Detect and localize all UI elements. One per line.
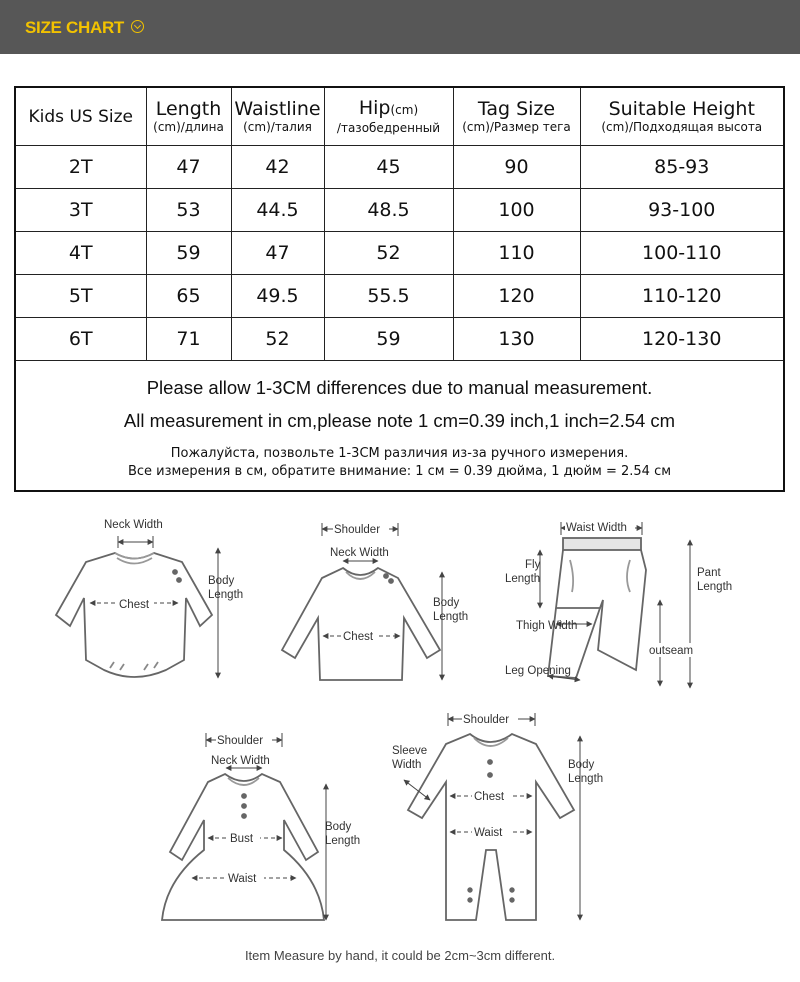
cell-hip: 48.5 xyxy=(324,189,453,232)
cell-hip: 55.5 xyxy=(324,275,453,318)
size-table-box xyxy=(14,86,785,492)
header-suitable-height: Suitable Height (cm)/Подходящая высота xyxy=(580,88,783,146)
romper-sleeve-width-label: Width xyxy=(392,759,422,771)
cell-waistline: 49.5 xyxy=(231,275,324,318)
tshirt-chest-label: Chest xyxy=(343,631,374,643)
bodysuit-neck-label: Neck Width xyxy=(104,519,163,531)
note-line-1: Please allow 1-3CM differences due to manual measurement. xyxy=(146,377,653,398)
pants-fly-length-label: Length xyxy=(505,573,541,585)
header-hip: Hip(cm) /тазобедренный xyxy=(324,88,453,146)
cell-tag-size: 120 xyxy=(453,275,580,318)
romper-waist-label: Waist xyxy=(474,827,503,839)
measurement-diagrams xyxy=(0,500,800,970)
cell-size: 2T xyxy=(16,146,146,189)
header-waistline: Waistline (cm)/талия xyxy=(231,88,324,146)
tshirt-body-label: Body xyxy=(433,597,460,609)
cell-length: 47 xyxy=(146,146,231,189)
cell-length: 53 xyxy=(146,189,231,232)
tshirt-length-label: Length xyxy=(433,611,469,623)
size-chart-header xyxy=(0,0,800,54)
measurement-notes xyxy=(16,361,783,481)
note-russian-2: Все измерения в см, обратите внимание: 1 см = 0.39 дюйма, 1 дюйм = 2.54 см xyxy=(127,464,672,479)
cell-length: 59 xyxy=(146,232,231,275)
pants-thigh-label: Thigh Width xyxy=(516,620,578,632)
cell-size: 4T xyxy=(16,232,146,275)
table-row xyxy=(16,146,783,189)
dress-length-label: Length xyxy=(325,835,361,847)
table-row xyxy=(16,232,783,275)
romper-chest-label: Chest xyxy=(474,791,505,803)
size-chart-title: SIZE CHART xyxy=(25,18,125,37)
cell-height: 120-130 xyxy=(580,318,783,361)
romper-body-label: Body xyxy=(568,759,595,771)
pants-outseam-label: outseam xyxy=(649,645,694,657)
cell-height: 110-120 xyxy=(580,275,783,318)
cell-size: 5T xyxy=(16,275,146,318)
table-row xyxy=(16,189,783,232)
cell-height: 85-93 xyxy=(580,146,783,189)
cell-tag-size: 100 xyxy=(453,189,580,232)
cell-hip: 59 xyxy=(324,318,453,361)
chevron-circle-icon xyxy=(131,20,144,33)
header-length: Length (cm)/длина xyxy=(146,88,231,146)
dress-body-label: Body xyxy=(325,821,352,833)
dress-bust-label: Bust xyxy=(230,833,254,845)
note-line-2: All measurement in cm,please note 1 cm=0.39 inch,1 inch=2.54 cm xyxy=(123,410,676,431)
pants-waist-label: Waist Width xyxy=(566,522,627,534)
romper-sleeve-label: Sleeve xyxy=(392,745,428,757)
note-russian-1: Пожалуйста, позвольте 1-3CM различия из-за ручного измерения. xyxy=(170,446,629,461)
note-russian xyxy=(16,445,783,481)
footnote: Item Measure by hand, it could be 2cm~3cm different. xyxy=(244,948,556,963)
cell-waistline: 42 xyxy=(231,146,324,189)
tshirt-shoulder-label: Shoulder xyxy=(334,524,381,536)
table-row xyxy=(16,275,783,318)
dress-waist-label: Waist xyxy=(228,873,257,885)
pants-diagram xyxy=(540,522,690,688)
cell-waistline: 47 xyxy=(231,232,324,275)
bodysuit-chest-label: Chest xyxy=(119,599,150,611)
dress-shoulder-label: Shoulder xyxy=(217,735,264,747)
cell-size: 6T xyxy=(16,318,146,361)
romper-diagram xyxy=(404,713,580,920)
cell-tag-size: 130 xyxy=(453,318,580,361)
cell-height: 100-110 xyxy=(580,232,783,275)
dress-neck-label: Neck Width xyxy=(211,755,270,767)
bodysuit-body-label: Body xyxy=(208,575,235,587)
pants-pant-label: Pant xyxy=(697,567,721,579)
cell-length: 71 xyxy=(146,318,231,361)
header-kids-us-size: Kids US Size xyxy=(16,88,146,146)
romper-length-label: Length xyxy=(568,773,604,785)
pants-fly-label: Fly xyxy=(525,559,541,571)
size-table xyxy=(16,88,783,361)
cell-length: 65 xyxy=(146,275,231,318)
cell-tag-size: 110 xyxy=(453,232,580,275)
cell-size: 3T xyxy=(16,189,146,232)
pants-leg-label: Leg Opening xyxy=(505,665,571,677)
bodysuit-length-label: Length xyxy=(208,589,244,601)
cell-height: 93-100 xyxy=(580,189,783,232)
cell-tag-size: 90 xyxy=(453,146,580,189)
tshirt-neck-label: Neck Width xyxy=(330,547,389,559)
cell-hip: 45 xyxy=(324,146,453,189)
header-tag-size: Tag Size (cm)/Размер тега xyxy=(453,88,580,146)
romper-shoulder-label: Shoulder xyxy=(463,714,510,726)
cell-hip: 52 xyxy=(324,232,453,275)
table-header-row xyxy=(16,88,783,146)
cell-waistline: 44.5 xyxy=(231,189,324,232)
table-row xyxy=(16,318,783,361)
cell-waistline: 52 xyxy=(231,318,324,361)
pants-pant-length-label: Length xyxy=(697,581,733,593)
